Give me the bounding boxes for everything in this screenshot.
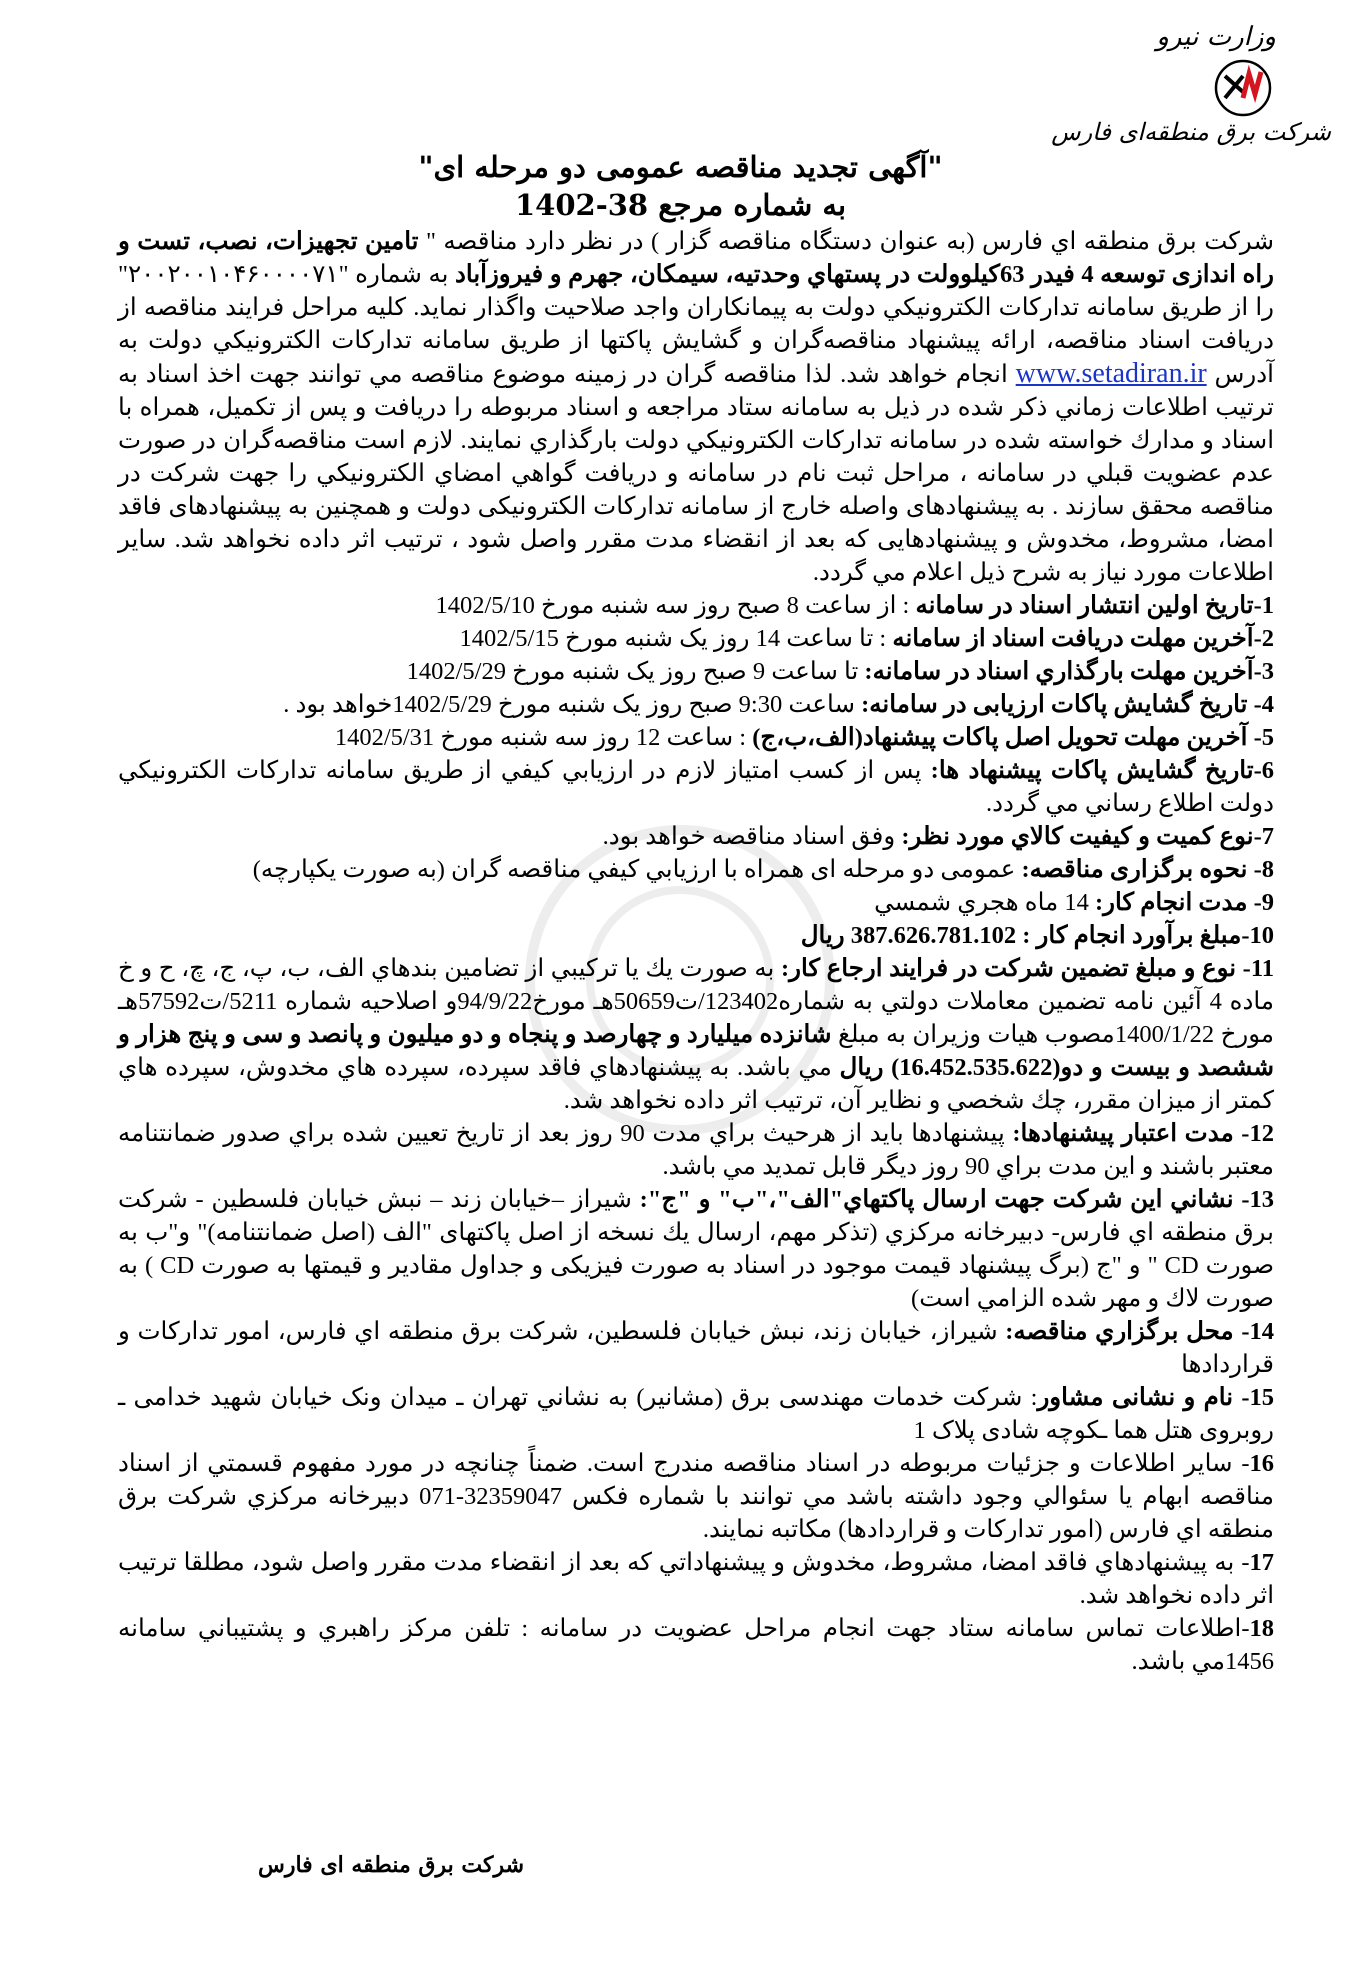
item-18: 18-اطلاعات تماس سامانه ستاد جهت انجام مراحل عضويت در سامانه : تلفن مركز راهبري و پشتيباني سامانه 1456مي باشد. xyxy=(118,1615,1274,1675)
setadiran-link[interactable]: www.setadiran.ir xyxy=(1015,358,1207,389)
item-4: 4- تاريخ گشایش پاکات ارزیابی در سامانه: ساعت 9:30 صبح روز یک شنبه مورخ 1402/5/29خواهد بود . xyxy=(283,691,1274,718)
notice-reference-number: به شماره مرجع 38-1402 xyxy=(514,188,847,222)
item-12: 12- مدت اعتبار پيشنهادها: پيشنهادها بايد از هرحيث براي مدت 90 روز بعد از تاريخ تعيين شده براي صدور ضمانتنامه معتبر باشند و اين مدت براي 90 روز ديگر قابل تمديد مي باشد. xyxy=(118,1120,1274,1180)
item-16: 16- ساير اطلاعات و جزئيات مربوطه در اسناد مناقصه مندرج است. ضمناً چنانچه در مورد مفهوم قسمتي از اسناد مناقصه ابهام يا سئوالي وجود داشته باشد مي توانند با شماره فكس 32359047-071 دبيرخانه مركزي شركت برق منطقه اي فارس (امور تداركات و قراردادها) مكاتبه نمايند. xyxy=(118,1450,1274,1543)
item-17: 17- به پيشنهادهاي فاقد امضا، مشروط، مخدوش و پيشنهاداتي كه بعد از انقضاء مدت مقرر واصل شود، مطلقا ترتيب اثر داده نخواهد شد. xyxy=(118,1549,1274,1609)
power-logo-icon xyxy=(1213,58,1273,118)
item-3: 3-آخرين مهلت بارگذاري اسناد در سامانه: تا ساعت 9 صبح روز یک شنبه مورخ 1402/5/29 xyxy=(406,658,1274,685)
item-9: 9- مدت انجام كار: 14 ماه هجري شمسي xyxy=(874,889,1274,916)
intro-paragraph: شرکت برق منطقه اي فارس (به عنوان دستگاه مناقصه گزار ) در نظر دارد مناقصه " تامين تجهيزات، نصب، تست و راه اندازی توسعه 4 فيدر 63كيلوولت در پستهاي وحدتيه، سيمكان، جهرم و فيروزآباد به شماره "۲۰۰۲۰۰۱۰۴۶۰۰۰۰۷۱" را از طريق سامانه تدارکات الکترونيکي دولت به پیمانکاران واجد صلاحیت واگذار نماید. كليه مراحل فرايند مناقصه از دريافت اسناد مناقصه، ارائه پيشنهاد مناقصه‌گران و گشايش پاكتها از طريق سامانه تداركات الكترونيكي دولت به آدرس www.setadiran.ir انجام خواهد شد. لذا مناقصه گران در زمینه موضوع مناقصه مي توانند جهت اخذ اسناد به ترتيب اطلاعات زماني ذكر شده در ذيل به سامانه ستاد مراجعه و اسناد مربوطه را دريافت و پس از تكميل، همراه با اسناد و مدارك خواسته شده در سامانه تدارکات الکترونيکي دولت بارگذاري نمايند. لازم است مناقصه‌گران در صورت عدم عضويت قبلي در سامانه ، مراحل ثبت نام در سامانه و دريافت گواهي امضاي الكترونيكي را جهت شركت در مناقصه محقق سازند . به پیشنهادهای واصله خارج از سامانه تدارکات الکترونیکی دولت و همچنین به پیشنهادهای فاقد امضا، مشروط، مخدوش و پیشنهادهایی که بعد از انقضاء مدت مقرر واصل شود ، ترتیب اثر داده نخواهد شد. ساير اطلاعات مورد نياز به شرح ذيل اعلام مي گردد. xyxy=(118,228,1274,586)
notice-body xyxy=(118,225,1274,1678)
item-1: 1-تاريخ اولین انتشار اسناد در سامانه : از ساعت 8 صبح روز سه شنبه مورخ 1402/5/10 xyxy=(435,592,1274,619)
item-7: 7-نوع كميت و كيفيت كالاي مورد نظر: وفق اسناد مناقصه خواهد بود. xyxy=(602,823,1274,850)
notice-title: "آگهی تجدید مناقصه عمومی دو مرحله ای" xyxy=(418,150,943,184)
item-14: 14- محل برگزاري مناقصه: شيراز، خيابان زند، نبش خيابان فلسطين، شركت برق منطقه اي فارس، امور تداركات و قراردادها xyxy=(118,1318,1274,1378)
item-6: 6-تاريخ گشايش پاكات پيشنهاد ها: پس از كسب امتياز لازم در ارزيابي كيفي از طريق سامانه تداركات الكترونيكي دولت اطلاع رساني مي گردد. xyxy=(118,757,1274,817)
item-15: 15- نام و نشانی مشاور: شرکت خدمات مهندسی برق (مشانیر) به نشاني تهران ـ میدان ونک خیابان شهید خدامی ـ روبروی هتل هما ـکوچه شادی پلاک 1 xyxy=(118,1384,1274,1444)
item-5: 5- آخرين مهلت تحويل اصل پاكات پيشنهاد(الف،ب،ج) : ساعت 12 روز سه شنبه مورخ 1402/5/31 xyxy=(334,724,1274,751)
project-title: تامين تجهيزات، نصب، تست و راه اندازی توسعه 4 فيدر 63كيلوولت در پستهاي وحدتيه، سيمكان، جهرم و فيروزآباد xyxy=(118,228,1274,288)
signature-company-name: شرکت برق منطقه ای فارس xyxy=(258,1852,525,1878)
item-10: 10-مبلغ برآورد انجام كار : 387.626.781.102 ريال xyxy=(800,922,1274,949)
item-2: 2-آخرين مهلت دريافت اسناد از سامانه : تا ساعت 14 روز یک شنبه مورخ 1402/5/15 xyxy=(459,625,1274,652)
company-name: شرکت برق منطقه‌ای فارس xyxy=(1051,118,1331,146)
item-11: 11- نوع و مبلغ تضمين شركت در فرايند ارجاع كار: به صورت يك يا تركيبي از تضامين بندهاي الف، ب، پ، ج، چ، ح و خ ماده 4 آئين نامه تضمين معاملات دولتي به شماره123402/ت50659هـ مورخ94/9/22و اصلاحيه شماره 5211/ت57592هـ مورخ 1400/1/22مصوب هيات وزيران به مبلغ شانزده ميليارد و چهارصد و پنجاه و دو ميليون و پانصد و سی و پنج هزار و ششصد و بيست و دو(16.452.535.622) ريال مي باشد. به پيشنهادهاي فاقد سپرده، سپرده هاي مخدوش، سپرده هاي كمتر از ميزان مقرر، چك شخصي و نظاير آن، ترتيب اثر داده نخواهد شد. xyxy=(118,955,1275,1114)
ministry-name: وزارت نیرو xyxy=(1156,22,1276,52)
company-logo xyxy=(1051,18,1331,148)
item-13: 13- نشاني اين شركت جهت ارسال پاكتهاي"الف"،"ب" و "ج": شيراز –خيابان زند – نبش خيابان فلسطين - شركت برق منطقه اي فارس- دبيرخانه مركزي (تذكر مهم، ارسال يك نسخه از اصل پاكتهای "الف (اصل ضمانتنامه)" و"ب به صورت CD " و "ج (برگ پيشنهاد قيمت موجود در اسناد به صورت فيزيكی و جداول مقادير و قيمتها به صورت CD ) به صورت لاك و مهر شده الزامي است) xyxy=(118,1186,1275,1312)
item-8: 8- نحوه برگزاری مناقصه: عمومی دو مرحله ای همراه با ارزيابي كيفي مناقصه گران (به صورت يكپارچه) xyxy=(252,856,1274,883)
